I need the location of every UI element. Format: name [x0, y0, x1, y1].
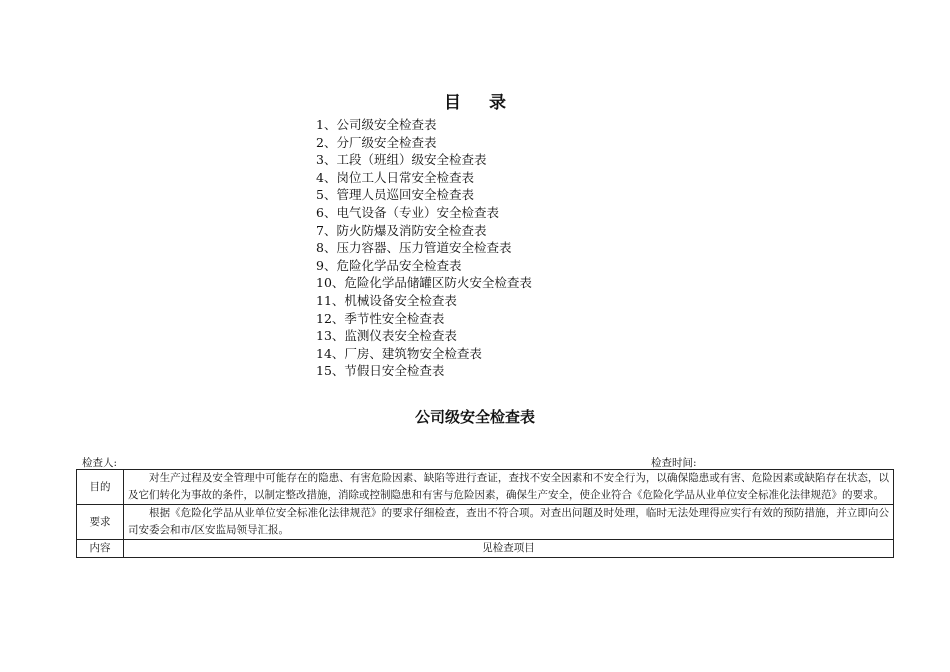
content-label: 内容 — [77, 540, 124, 558]
toc-item: 13、监测仪表安全检查表 — [316, 328, 457, 344]
toc-item: 10、危险化学品储罐区防火安全检查表 — [316, 275, 532, 291]
toc-item: 1、公司级安全检查表 — [316, 117, 437, 132]
requirement-row — [77, 505, 894, 540]
section-title: 公司级安全检查表 — [414, 408, 535, 426]
toc-title — [0, 88, 950, 113]
toc-item: 15、节假日安全检查表 — [316, 363, 445, 379]
purpose-row — [77, 470, 894, 505]
toc-list — [316, 116, 532, 380]
toc-item: 4、岗位工人日常安全检查表 — [316, 169, 474, 185]
inspection-form-table — [76, 469, 894, 558]
toc-title-right: 录 — [489, 93, 506, 113]
inspection-time-label: 检查时间: — [651, 457, 697, 469]
inspector-label: 检查人: — [82, 457, 118, 469]
toc-item: 14、厂房、建筑物安全检查表 — [316, 345, 482, 361]
toc-item: 7、防火防爆及消防安全检查表 — [316, 222, 487, 238]
toc-item: 8、压力容器、压力管道安全检查表 — [316, 240, 512, 256]
toc-item: 2、分厂级安全检查表 — [316, 134, 437, 150]
requirement-label: 要求 — [77, 505, 124, 540]
toc-item: 12、季节性安全检查表 — [316, 310, 445, 326]
requirement-text: 根据《危险化学品从业单位安全标准化法律规范》的要求仔细检查，查出不符合项。对查出问题及时处理，临时无法处理得应实行有效的预防措施，并立即向公司安委会和市/区安监局领导汇报。 — [124, 505, 894, 540]
toc-item: 9、危险化学品安全检查表 — [316, 257, 462, 273]
purpose-text: 对生产过程及安全管理中可能存在的隐患、有害危险因素、缺陷等进行查证，查找不安全因素和不安全行为，以确保隐患或有害、危险因素或缺陷存在状态，以及它们转化为事故的条件，以制定整改措施，消除或控制隐患和有害与危险因素，确保生产安全，使企业符合《危险化学品从业单位安全标准化法律规范》的要求。 — [124, 470, 894, 505]
toc-item: 5、管理人员巡回安全检查表 — [316, 187, 474, 203]
toc-item: 3、工段（班组）级安全检查表 — [316, 152, 487, 168]
content-row — [77, 540, 894, 558]
toc-item: 11、机械设备安全检查表 — [316, 292, 457, 308]
toc-item: 6、电气设备（专业）安全检查表 — [316, 204, 499, 220]
toc-title-left: 目 — [444, 93, 461, 113]
content-text: 见检查项目 — [124, 540, 894, 558]
purpose-label: 目的 — [77, 470, 124, 505]
